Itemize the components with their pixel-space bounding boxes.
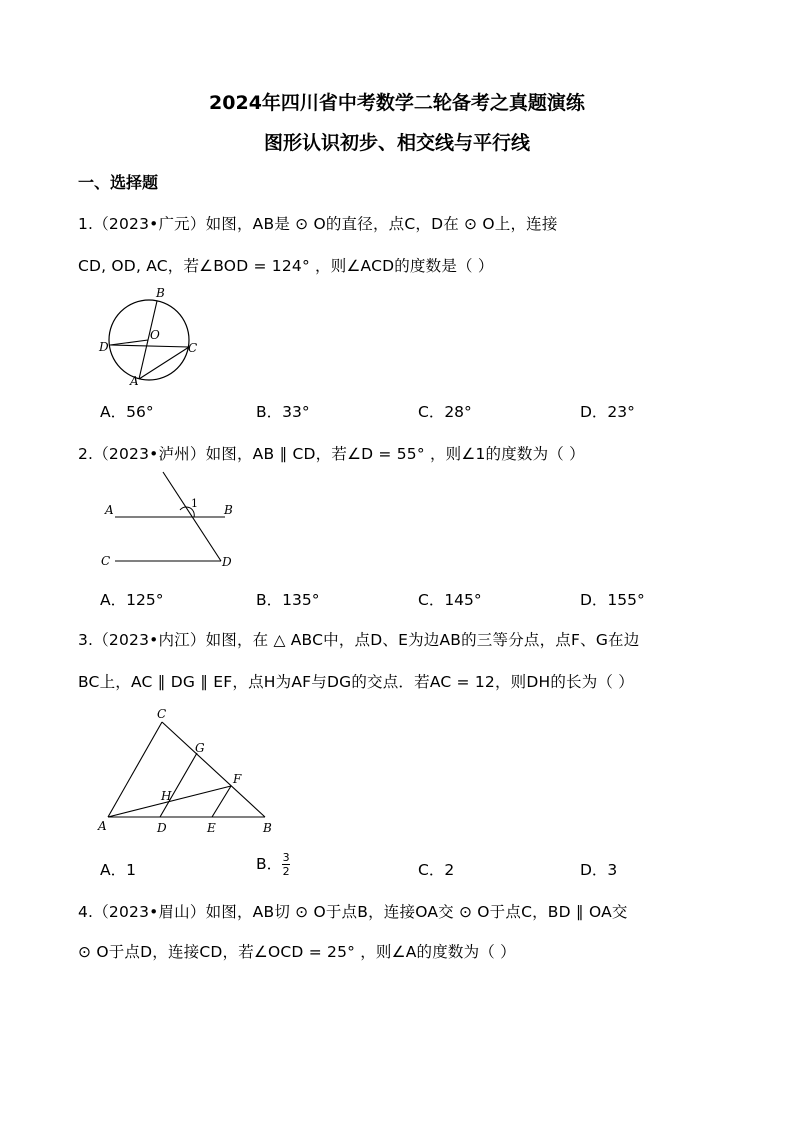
label-e: E	[207, 821, 216, 835]
side-bc	[162, 722, 265, 817]
page-title: 2024年四川省中考数学二轮备考之真题演练	[209, 92, 585, 114]
label-d: D	[157, 821, 167, 835]
label-g: G	[195, 741, 205, 755]
question-2-figure	[95, 470, 245, 572]
segment-ef	[212, 786, 231, 817]
option-b-letter: B．	[256, 855, 283, 873]
segment-od	[110, 340, 148, 345]
fraction-three-halves	[282, 852, 290, 877]
label-b: B	[263, 821, 272, 835]
label-f: F	[233, 772, 242, 786]
label-c: C	[157, 707, 167, 721]
label-angle-1: 1	[191, 497, 198, 510]
question-1-option-b: B．33°	[256, 403, 310, 421]
section-heading: 一、选择题	[78, 173, 159, 192]
label-a: A	[130, 374, 139, 388]
label-d: D	[99, 340, 109, 354]
question-2-option-a: A．125°	[100, 591, 164, 609]
fraction-denominator: 2	[282, 865, 290, 878]
question-1-line-2: CD, OD, AC，若∠BOD = 124° ，则∠ACD的度数是（ ）	[78, 257, 494, 275]
chord-dc	[110, 345, 189, 347]
question-4-line-1: 4.（2023•眉山）如图，AB切 ⊙ O于点B，连接OA交 ⊙ O于点C，BD ∥ OA交	[78, 903, 628, 921]
question-1-option-c: C．28°	[418, 403, 472, 421]
segment-dg	[160, 753, 197, 817]
question-3-figure	[95, 702, 285, 842]
question-3-option-d: D．3	[580, 861, 618, 879]
label-c: C	[188, 341, 198, 355]
question-1-option-a: A．56°	[100, 403, 154, 421]
question-3-option-b	[256, 852, 290, 877]
label-o: O	[150, 328, 160, 342]
question-3-option-a: A．1	[100, 861, 136, 879]
question-1-line-1: 1.（2023•广元）如图，AB是 ⊙ O的直径，点C，D在 ⊙ O上，连接	[78, 215, 558, 233]
question-1-option-d: D．23°	[580, 403, 635, 421]
label-a: A	[105, 503, 114, 517]
question-4-line-2: ⊙ O于点D，连接CD，若∠OCD = 25° ，则∠A的度数为（ ）	[78, 943, 516, 961]
fraction-numerator: 3	[282, 851, 290, 864]
page-subtitle: 图形认识初步、相交线与平行线	[263, 132, 530, 154]
question-2-option-d: D．155°	[580, 591, 645, 609]
question-2-line-1: 2.（2023•泸州）如图，AB ∥ CD，若∠D = 55° ，则∠1的度数为（ ）	[78, 445, 585, 463]
circle-o	[109, 300, 189, 380]
label-d: D	[222, 555, 232, 569]
question-3-option-c: C．2	[418, 861, 455, 879]
label-b: B	[156, 286, 165, 300]
question-1-figure	[95, 285, 210, 390]
question-3-line-2: BC上，AC ∥ DG ∥ EF，点H为AF与DG的交点．若AC = 12，则DH的长为（ ）	[78, 673, 634, 691]
label-b: B	[224, 503, 233, 517]
question-2-option-b: B．135°	[256, 591, 320, 609]
label-a: A	[98, 819, 107, 833]
label-h: H	[161, 789, 172, 803]
label-c: C	[101, 554, 111, 568]
question-2-option-c: C．145°	[418, 591, 482, 609]
side-ac	[108, 722, 162, 817]
question-3-line-1: 3.（2023•内江）如图，在 △ ABC中，点D、E为边AB的三等分点，点F、G在边	[78, 631, 640, 649]
